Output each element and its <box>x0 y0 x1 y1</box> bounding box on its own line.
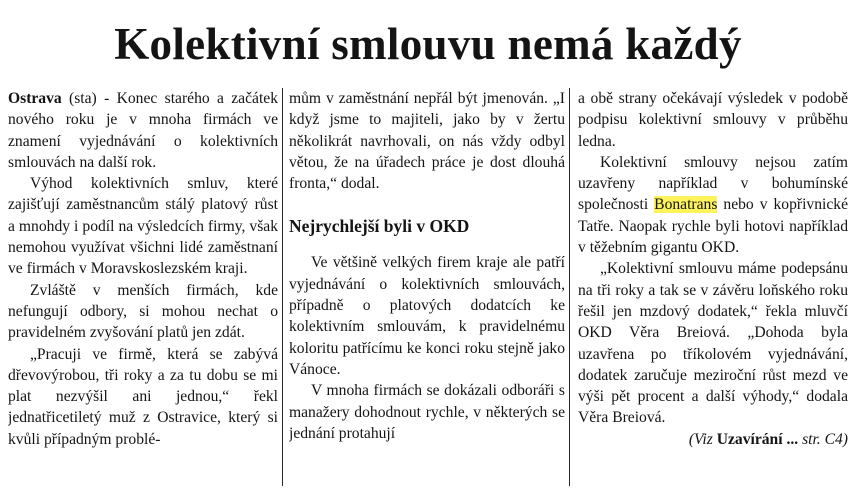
column-divider-2 <box>569 88 570 486</box>
highlighted-company: Bonatrans <box>654 196 718 214</box>
paragraph <box>578 152 848 258</box>
paragraph: V mnoha firmách se dokázali odboráři s manažery dohodnout rychle, v některých se jednání protahují <box>289 382 565 442</box>
paragraph-quote: „Kolektivní smlouvu máme podepsánu na tři roky a tak se v závěru loňského roku řešil jen mzdový dodatek,“ řekla mluvčí OKD Věra Breiová. „Dohoda byla uzavřena po tříkolovém vyjednávání, dodatek zaručuje meziroční růst mezd ve výši pět procent a další výhody,“ dodala Věra Breiová. <box>578 260 848 427</box>
ref-open: (Viz <box>688 430 717 448</box>
ref-close: str. C4) <box>798 430 848 448</box>
dateline: Ostrava <box>8 90 62 107</box>
subheading: Nejrychlejší byli v OKD <box>289 216 470 237</box>
paragraph-continued: mům v zaměstnání nepřál být jmenován. „I když jsme to majiteli, jako by v žertu několikrát navrhovali, on nás vždy odbyl větou, že na úřadech práce je dost dlouhá fronta,“ dodal. <box>289 90 565 193</box>
paragraph: Zvláště v menších firmách, kde nefungují odbory, si mohou nechat o pravidelném zvyšování platů jen zdát. <box>8 281 278 342</box>
paragraph-continued: a obě strany očekávají výsledek v podobě podpisu kolektivní smlouvy v průběhu ledna. <box>578 90 848 150</box>
paragraph: Ve většině velkých firem kraje ale patří vyjednávání o kolektivních smlouvách, případně o platových dodatcích ke kolektivním smlouvám, k pravidelnému koloritu patřícímu ke konci roku stejně jako Vánoce. <box>289 254 565 378</box>
column-3 <box>578 88 848 498</box>
paragraph-text: nebo v kopřivnické Tatře. Naopak rychle byli hotovi například v těžebním gigantu OKD. <box>578 196 848 257</box>
column-2 <box>289 88 565 498</box>
column-1 <box>8 88 278 498</box>
paragraph: Výhod kolektivních smluv, které zajišťují zaměstnancům stálý platový růst a mnohdy i podíl na výsledcích firmy, však nemohou využívat všichni lidé zaměstnaní ve firmách v Moravskoslezském kraji. <box>8 175 278 278</box>
ref-title: Uzavírání ... <box>716 430 799 448</box>
lead-text: (sta) - Konec starého a začátek nového roku je v mnoha firmách ve znamení vyjednávání o kolektivních smlouvách na další rok. <box>8 90 278 171</box>
column-divider-1 <box>282 88 283 486</box>
paragraph-lead <box>8 88 278 173</box>
paragraph-quote: „Pracuji ve firmě, která se zabývá dřevovýrobou, tři roky a za tu dobu se mi plat nezvýšil ani jednou,“ řekl jednatřicetiletý muž z Ostravice, který si kvůli případným problé- <box>8 345 278 448</box>
continuation-reference <box>578 429 848 450</box>
article-headline: Kolektivní smlouvu nemá každý <box>114 19 742 69</box>
paragraph-text: Kolektivní smlouvy nejsou zatím uzavřeny například v bohumínské společnosti <box>578 153 848 214</box>
